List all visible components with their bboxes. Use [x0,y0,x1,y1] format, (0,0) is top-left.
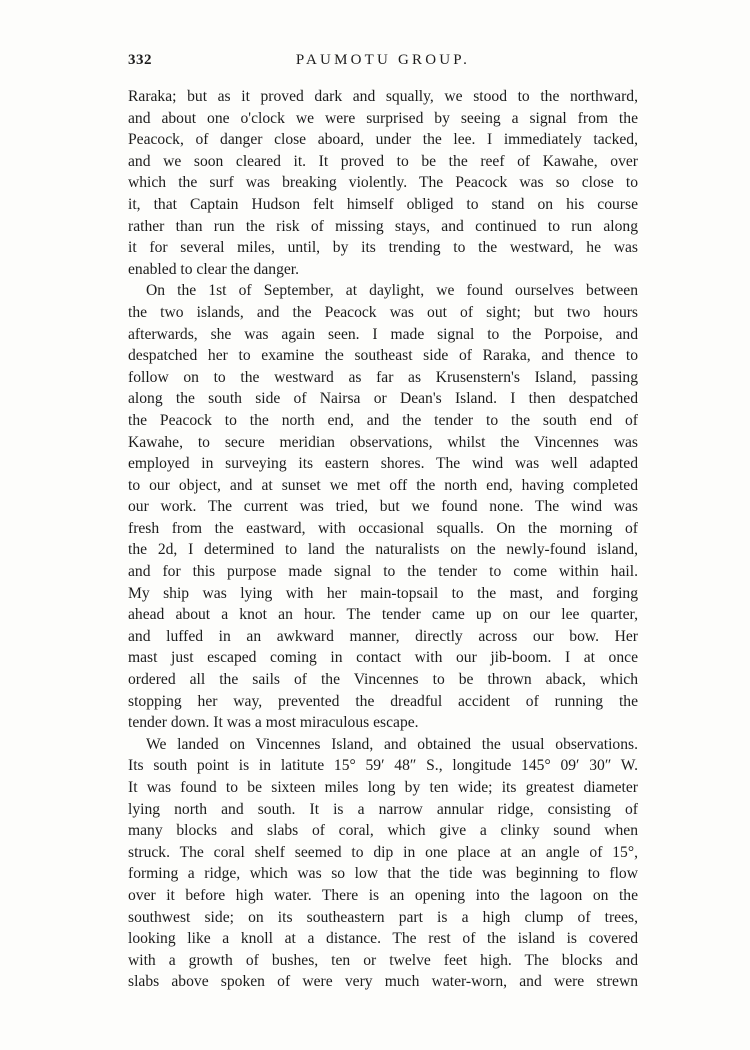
text-line: lying north and south. It is a narrow annular ridge, consisting of [128,800,638,818]
text-line: rather than run the risk of missing stays, and continued to run along [128,217,638,235]
text-line: Its south point is in latitute 15° 59′ 48″ S., longitude 145° 09′ 30″ W. [128,757,638,775]
text-line: the Peacock to the north end, and the tender to the south end of [128,411,638,429]
body-text [128,86,638,993]
text-line: We landed on Vincennes Island, and obtained the usual observations. [146,735,638,753]
text-line: to our object, and at sunset we met off the north end, having completed [128,476,638,494]
text-line: Kawahe, to secure meridian observations, whilst the Vincennes was [128,433,638,451]
text-line: southwest side; on its southeastern part is a high clump of trees, [128,908,638,926]
text-line: fresh from the eastward, with occasional squalls. On the morning of [128,519,638,537]
text-line: employed in surveying its eastern shores. The wind was well adapted [128,455,638,473]
text-line: despatched her to examine the southeast side of Raraka, and thence to [128,347,638,365]
text-line: Raraka; but as it proved dark and squally, we stood to the northward, [128,88,638,105]
text-line: which the surf was breaking violently. The Peacock was so close to [128,174,638,192]
text-line: along the south side of Nairsa or Dean's Island. I then despatched [128,390,638,408]
running-head [128,52,638,74]
text-line: ahead about a knot an hour. The tender came up on our lee quarter, [128,606,638,624]
text-line: our work. The current was tried, but we found none. The wind was [128,498,638,516]
paragraph [128,86,638,280]
text-line: with a growth of bushes, ten or twelve feet high. The blocks and [128,951,638,969]
paragraph [128,280,638,733]
text-line: it, that Captain Hudson felt himself obliged to stand on his course [128,195,638,213]
text-line: struck. The coral shelf seemed to dip in one place at an angle of 15°, [128,843,638,861]
running-title: PAUMOTU GROUP. [295,52,471,68]
text-line: it for several miles, until, by its trending to the westward, he was [128,239,638,257]
text-line: tender down. It was a most miraculous escape. [128,714,419,732]
text-line: the two islands, and the Peacock was out of sight; but two hours [128,303,638,321]
text-line: On the 1st of September, at daylight, we found ourselves between [146,282,638,300]
text-line: and for this purpose made signal to the tender to come within hail. [128,563,638,581]
text-line: Peacock, of danger close aboard, under the lee. I immediately tacked, [128,131,638,149]
text-line: over it before high water. There is an opening into the lagoon on the [128,886,638,904]
text-line: forming a ridge, which was so low that the tide was beginning to flow [128,865,638,883]
text-line: enabled to clear the danger. [128,260,300,278]
text-line: and we soon cleared it. It proved to be the reef of Kawahe, over [128,152,638,170]
text-line: stopping her way, prevented the dreadful accident of running the [128,692,638,710]
text-line: slabs above spoken of were very much water-worn, and were strewn [128,973,638,991]
paragraph [128,734,638,993]
text-line: follow on to the westward as far as Krusenstern's Island, passing [128,368,638,386]
text-line: many blocks and slabs of coral, which give a clinky sound when [128,822,638,840]
text-line: and about one o'clock we were surprised by seeing a signal from the [128,109,638,127]
text-line: and luffed in an awkward manner, directly across our bow. Her [128,627,638,645]
text-line: looking like a knoll at a distance. The rest of the island is covered [128,930,638,948]
text-line: afterwards, she was again seen. I made signal to the Porpoise, and [128,325,638,343]
text-line: the 2d, I determined to land the naturalists on the newly-found island, [128,541,638,559]
text-line: It was found to be sixteen miles long by ten wide; its greatest diameter [128,779,638,796]
page-number: 332 [128,52,152,68]
text-line: ordered all the sails of the Vincennes to be thrown aback, which [128,671,638,689]
text-line: mast just escaped coming in contact with our jib-boom. I at once [128,649,638,667]
text-line: My ship was lying with her main-topsail to the mast, and forging [128,584,638,602]
